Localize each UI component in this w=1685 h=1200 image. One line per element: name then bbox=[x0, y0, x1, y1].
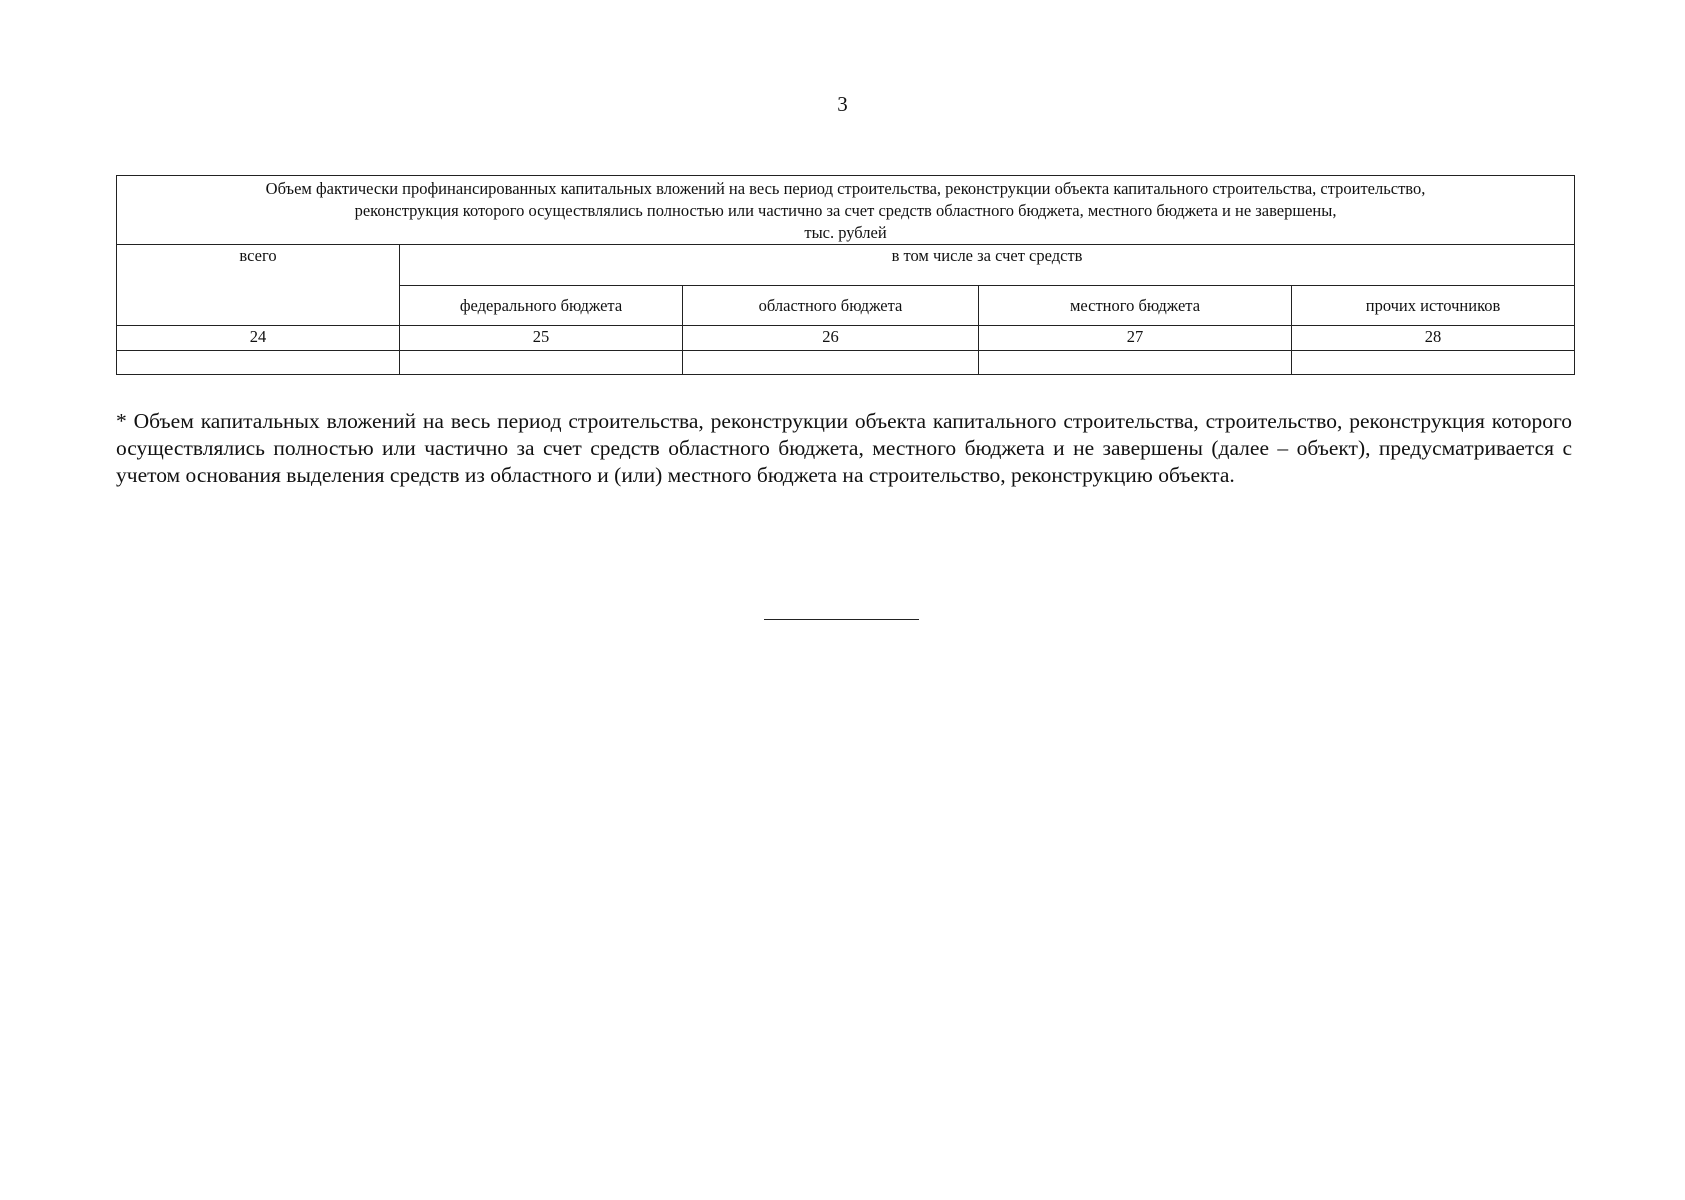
table-cell bbox=[400, 351, 683, 375]
column-header-regional: областного бюджета bbox=[683, 286, 979, 326]
table-title-line-1: Объем фактически профинансированных капитальных вложений на весь период строительства, реконструкции объекта капитального строительства, строительство, bbox=[265, 179, 1426, 198]
table-row bbox=[117, 351, 1575, 375]
table-cell bbox=[683, 351, 979, 375]
separator-line bbox=[764, 619, 919, 620]
column-number: 25 bbox=[400, 326, 683, 351]
table-cell bbox=[117, 351, 400, 375]
column-header-other: прочих источников bbox=[1292, 286, 1575, 326]
column-number: 27 bbox=[979, 326, 1292, 351]
footnote: * Объем капитальных вложений на весь период строительства, реконструкции объекта капитального строительства, строительство, реконструкция которого осуществлялись полностью или частично за счет средств областного бюджета, местного бюджета и не завершены (далее – объект), предусматривается с учетом основания выделения средств из областного и (или) местного бюджета на строительство, реконструкцию объекта. bbox=[116, 409, 1572, 487]
column-number: 26 bbox=[683, 326, 979, 351]
column-header-total: всего bbox=[117, 245, 400, 326]
column-header-group: в том числе за счет средств bbox=[400, 245, 1575, 286]
column-header-local: местного бюджета bbox=[979, 286, 1292, 326]
capital-investment-table bbox=[116, 175, 1575, 375]
table-title-cell bbox=[117, 176, 1575, 245]
table-cell bbox=[1292, 351, 1575, 375]
table-title-unit: тыс. рублей bbox=[804, 223, 887, 242]
table-cell bbox=[979, 351, 1292, 375]
column-header-federal: федерального бюджета bbox=[400, 286, 683, 326]
column-number: 24 bbox=[117, 326, 400, 351]
column-number: 28 bbox=[1292, 326, 1575, 351]
page-number: 3 bbox=[837, 92, 848, 116]
table-title-line-2: реконструкция которого осуществлялись полностью или частично за счет средств областного бюджета, местного бюджета и не завершены, bbox=[354, 201, 1337, 220]
column-numbers-row bbox=[117, 326, 1575, 351]
